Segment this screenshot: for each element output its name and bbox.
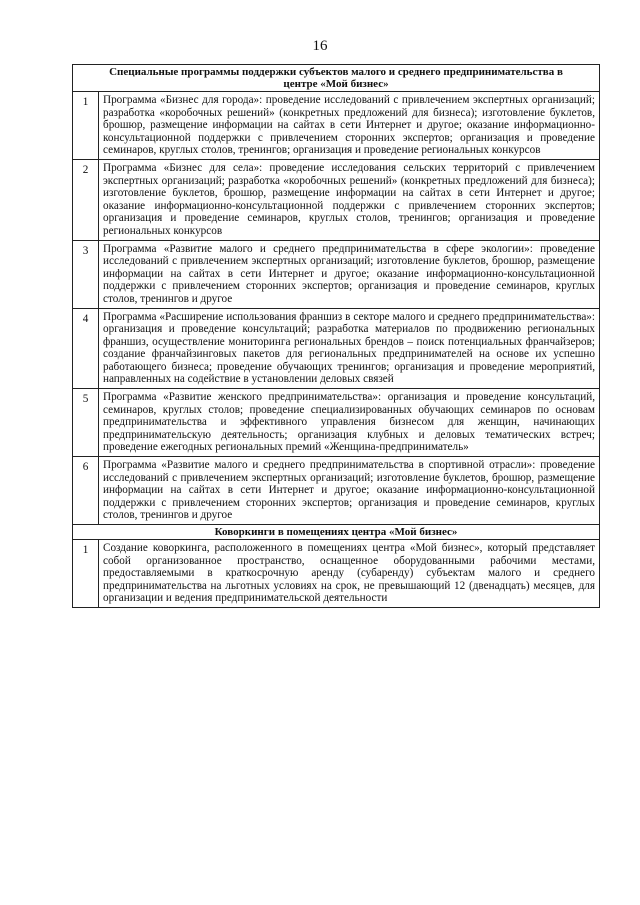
table-row (73, 159, 600, 240)
section-header-row (73, 65, 600, 92)
table-row (73, 540, 600, 608)
row-number: 5 (73, 389, 99, 457)
row-text: Программа «Бизнес для города»: проведение исследований с привлечением экспертных организаций; разработка «коробочных решений» (конкретных предложений для бизнеса); изготовление буклетов, брошюр, размещение информации на сайтах в сети Интернет и другое; оказание информационно-консультационной поддержки с привлечением сторонних экспертов; организация и проведение семинаров, круглых столов, тренингов; организация и проведение региональных конкурсов (99, 92, 600, 160)
row-number: 6 (73, 457, 99, 525)
table-row (73, 389, 600, 457)
table-row (73, 92, 600, 160)
row-text: Программа «Бизнес для села»: проведение исследования сельских территорий с привлечением экспертных организаций; разработка «коробочных решений» (конкретных предложений для бизнеса); изготовление буклетов, брошюр, размещение информации на сайтах в сети Интернет и другое; оказание информационно-консультационной поддержки с привлечением сторонних экспертов; организация и проведение семинаров, круглых столов, тренингов; организация и проведение региональных конкурсов (99, 159, 600, 240)
row-text: Программа «Развитие малого и среднего предпринимательства в спортивной отрасли»: проведение исследований с привлечением экспертных организаций; изготовление буклетов, брошюр, размещение информации на сайтах в сети Интернет и другое; оказание информационно-консультационной поддержки с привлечением сторонних экспертов; организация и проведение семинаров, круглых столов, тренингов и другое (99, 457, 600, 525)
row-number: 4 (73, 308, 99, 389)
programs-table (72, 64, 600, 608)
table-row (73, 308, 600, 389)
row-text: Программа «Расширение использования франшиз в секторе малого и среднего предпринимательства»: организация и проведение консультаций; разработка материалов по продвижению региональных франшиз, осуществление мониторинга региональных брендов – поиск потенциальных франчайзеров; создание франчайзинговых пакетов для региональных предпринимателей на основе их успешно работающего бизнеса; проведение обучающих тренингов; организация и проведение мероприятий, направленных на содействие в установлении деловых связей (99, 308, 600, 389)
section-title: Специальные программы поддержки субъектов малого и среднего предпринимательства в центре «Мой бизнес» (73, 65, 600, 92)
row-number: 2 (73, 159, 99, 240)
row-text: Создание коворкинга, расположенного в помещениях центра «Мой бизнес», который представляет собой организованное пространство, оснащенное оборудованными рабочими местами, предоставляемыми в краткосрочную аренду (субаренду) субъектам малого и среднего предпринимательства на льготных условиях на срок, не превышающий 12 (двенадцать) месяцев, для организации и ведения предпринимательской деятельности (99, 540, 600, 608)
row-number: 3 (73, 240, 99, 308)
section-header-row (73, 525, 600, 540)
row-text: Программа «Развитие женского предпринимательства»: организация и проведение консультаций, семинаров, круглых столов; проведение специализированных обучающих семинаров по основам предпринимательства и эффективного управления бизнесом для женщин, начинающих предпринимательскую деятельность; организация клубных и деловых тематических встреч; проведение ежегодных региональных премий «Женщина-предприниматель» (99, 389, 600, 457)
table-row (73, 240, 600, 308)
row-text: Программа «Развитие малого и среднего предпринимательства в сфере экологии»: проведение исследований с привлечением экспертных организаций; изготовление буклетов, брошюр, размещение информации на сайтах в сети Интернет и другое; оказание информационно-консультационной поддержки с привлечением сторонних экспертов; организация и проведение семинаров, круглых столов, тренингов и другое (99, 240, 600, 308)
row-number: 1 (73, 540, 99, 608)
table-row (73, 457, 600, 525)
row-number: 1 (73, 92, 99, 160)
page-number: 16 (312, 38, 328, 54)
section-title: Коворкинги в помещениях центра «Мой бизнес» (73, 525, 600, 540)
